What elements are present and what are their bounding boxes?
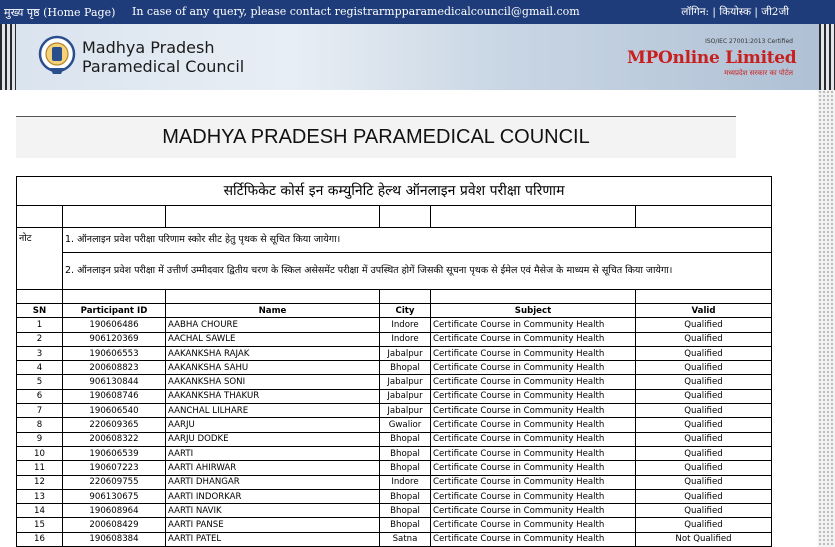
- col-header-name: Name: [166, 304, 380, 318]
- mponline-logo[interactable]: [627, 36, 797, 80]
- cell-city: Bhopal: [380, 518, 431, 532]
- table-header-row: [17, 304, 772, 318]
- cell-sn: 10: [17, 446, 63, 460]
- cell-subject: Certificate Course in Community Health: [431, 432, 636, 446]
- top-bar: [0, 0, 835, 24]
- cell-city: Indore: [380, 332, 431, 346]
- cell-subject: Certificate Course in Community Health: [431, 461, 636, 475]
- cell-participant-id: 200608429: [63, 518, 166, 532]
- iso-certification-text: ISO/IEC 27001:2013 Certified: [705, 38, 793, 45]
- table-row: [17, 404, 772, 418]
- cell-valid: Qualified: [636, 404, 772, 418]
- cell-city: Indore: [380, 318, 431, 332]
- cell-name: AARTI: [166, 446, 380, 460]
- cell-name: AANCHAL LILHARE: [166, 404, 380, 418]
- col-header-city: City: [380, 304, 431, 318]
- cell-sn: 2: [17, 332, 63, 346]
- cell-name: AACHAL SAWLE: [166, 332, 380, 346]
- table-row: [17, 504, 772, 518]
- table-row: [17, 489, 772, 503]
- cell-sn: 5: [17, 375, 63, 389]
- cell-name: AARJU DODKE: [166, 432, 380, 446]
- cell-participant-id: 220609365: [63, 418, 166, 432]
- cell-name: AAKANKSHA SAHU: [166, 361, 380, 375]
- cell-name: AARTI DHANGAR: [166, 475, 380, 489]
- cell-sn: 8: [17, 418, 63, 432]
- cell-sn: 7: [17, 404, 63, 418]
- cell-subject: Certificate Course in Community Health: [431, 418, 636, 432]
- cell-city: Bhopal: [380, 361, 431, 375]
- cell-participant-id: 190608964: [63, 504, 166, 518]
- cell-city: Bhopal: [380, 504, 431, 518]
- cell-subject: Certificate Course in Community Health: [431, 489, 636, 503]
- results-caption: सर्टिफिकेट कोर्स इन कम्युनिटि हेल्थ ऑनलाइन प्रवेश परीक्षा परिणाम: [17, 177, 772, 206]
- cell-participant-id: 200608823: [63, 361, 166, 375]
- cell-participant-id: 906120369: [63, 332, 166, 346]
- table-row: [17, 318, 772, 332]
- cell-city: Indore: [380, 475, 431, 489]
- table-row: [17, 361, 772, 375]
- cell-valid: Qualified: [636, 418, 772, 432]
- cell-participant-id: 190606553: [63, 346, 166, 360]
- cell-valid: Qualified: [636, 489, 772, 503]
- cell-name: AARTI AHIRWAR: [166, 461, 380, 475]
- cell-participant-id: 190608384: [63, 532, 166, 546]
- table-row: [17, 461, 772, 475]
- cell-sn: 14: [17, 504, 63, 518]
- login-link[interactable]: लॉगिन:: [681, 6, 710, 18]
- cell-city: Jabalpur: [380, 346, 431, 360]
- cell-subject: Certificate Course in Community Health: [431, 404, 636, 418]
- cell-valid: Qualified: [636, 332, 772, 346]
- cell-sn: 13: [17, 489, 63, 503]
- cell-participant-id: 190608746: [63, 389, 166, 403]
- home-page-link[interactable]: मुख्य पृष्ठ (Home Page): [4, 6, 116, 19]
- cell-sn: 11: [17, 461, 63, 475]
- cell-name: AAKANKSHA RAJAK: [166, 346, 380, 360]
- note-1: 1. ऑनलाइन प्रवेश परीक्षा परिणाम स्कोर सीट हेतु पृथक से सूचित किया जायेगा।: [63, 228, 772, 253]
- note-label: नोट: [17, 228, 63, 290]
- cell-valid: Qualified: [636, 475, 772, 489]
- cell-name: AAKANKSHA THAKUR: [166, 389, 380, 403]
- council-name[interactable]: [82, 38, 244, 76]
- table-row: [17, 446, 772, 460]
- cell-city: Bhopal: [380, 432, 431, 446]
- cell-sn: 4: [17, 361, 63, 375]
- vertical-scrollbar[interactable]: [818, 90, 835, 547]
- council-name-line2: Paramedical Council: [82, 57, 245, 76]
- cell-valid: Qualified: [636, 318, 772, 332]
- cell-city: Jabalpur: [380, 375, 431, 389]
- cell-valid: Qualified: [636, 504, 772, 518]
- table-row: [17, 518, 772, 532]
- col-header-participant-id: Participant ID: [63, 304, 166, 318]
- cell-subject: Certificate Course in Community Health: [431, 475, 636, 489]
- cell-valid: Qualified: [636, 461, 772, 475]
- table-row: [17, 389, 772, 403]
- cell-name: AARTI PATEL: [166, 532, 380, 546]
- cell-subject: Certificate Course in Community Health: [431, 346, 636, 360]
- table-row: [17, 475, 772, 489]
- cell-subject: Certificate Course in Community Health: [431, 375, 636, 389]
- cell-participant-id: 190606539: [63, 446, 166, 460]
- cell-participant-id: 190606486: [63, 318, 166, 332]
- cell-sn: 1: [17, 318, 63, 332]
- council-name-line1: Madhya Pradesh: [82, 38, 215, 57]
- cell-participant-id: 906130844: [63, 375, 166, 389]
- council-emblem-icon: [38, 34, 76, 78]
- spacer-row: [17, 290, 772, 304]
- mponline-tagline: मध्यप्रदेश सरकार का पोर्टल: [724, 69, 793, 77]
- cell-name: AARTI INDORKAR: [166, 489, 380, 503]
- cell-subject: Certificate Course in Community Health: [431, 318, 636, 332]
- cell-city: Bhopal: [380, 446, 431, 460]
- table-row: [17, 332, 772, 346]
- cell-sn: 16: [17, 532, 63, 546]
- results-table: [16, 176, 772, 547]
- cell-city: Jabalpur: [380, 404, 431, 418]
- table-row: [17, 375, 772, 389]
- cell-sn: 12: [17, 475, 63, 489]
- cell-sn: 9: [17, 432, 63, 446]
- kiosk-link[interactable]: कियोस्क: [719, 6, 752, 18]
- cell-valid: Qualified: [636, 361, 772, 375]
- cell-valid: Qualified: [636, 346, 772, 360]
- cell-city: Satna: [380, 532, 431, 546]
- col-header-sn: SN: [17, 304, 63, 318]
- cell-subject: Certificate Course in Community Health: [431, 504, 636, 518]
- table-row: [17, 346, 772, 360]
- table-row: [17, 418, 772, 432]
- cell-sn: 6: [17, 389, 63, 403]
- link-separator: |: [712, 6, 716, 18]
- note-2: 2. ऑनलाइन प्रवेश परीक्षा में उत्तीर्ण उम्मीदवार द्वितीय चरण के स्किल असेसमेंट परीक्षा में उपस्थित होगें जिसकी सूचना पृथक से ईमेल एवं मैसेज के माध्यम से सूचित किया जायेगा।: [63, 253, 772, 290]
- cell-name: AABHA CHOURE: [166, 318, 380, 332]
- blank-row: [17, 206, 772, 228]
- cell-sn: 15: [17, 518, 63, 532]
- cell-valid: Not Qualified: [636, 532, 772, 546]
- cell-subject: Certificate Course in Community Health: [431, 332, 636, 346]
- decorative-stripe-left: [0, 24, 16, 90]
- cell-city: Bhopal: [380, 489, 431, 503]
- cell-subject: Certificate Course in Community Health: [431, 446, 636, 460]
- cell-name: AARJU: [166, 418, 380, 432]
- cell-city: Gwalior: [380, 418, 431, 432]
- cell-name: AARTI NAVIK: [166, 504, 380, 518]
- contact-query-text: In case of any query, please contact registrarmpparamedicalcouncil@gmail.com: [132, 5, 580, 18]
- cell-valid: Qualified: [636, 518, 772, 532]
- cell-participant-id: 190607223: [63, 461, 166, 475]
- cell-valid: Qualified: [636, 446, 772, 460]
- cell-subject: Certificate Course in Community Health: [431, 518, 636, 532]
- cell-valid: Qualified: [636, 389, 772, 403]
- cell-city: Bhopal: [380, 461, 431, 475]
- result-rows: [17, 318, 772, 547]
- cell-city: Jabalpur: [380, 389, 431, 403]
- top-links: [681, 5, 789, 19]
- cell-name: AAKANKSHA SONI: [166, 375, 380, 389]
- table-row: [17, 432, 772, 446]
- cell-valid: Qualified: [636, 375, 772, 389]
- cell-subject: Certificate Course in Community Health: [431, 532, 636, 546]
- title-panel: [16, 116, 736, 158]
- cell-subject: Certificate Course in Community Health: [431, 389, 636, 403]
- g2g-link[interactable]: जी2जी: [761, 6, 789, 18]
- cell-participant-id: 220609755: [63, 475, 166, 489]
- mponline-wordmark: MPOnline Limited: [627, 48, 797, 68]
- col-header-valid: Valid: [636, 304, 772, 318]
- cell-name: AARTI PANSE: [166, 518, 380, 532]
- col-header-subject: Subject: [431, 304, 636, 318]
- cell-participant-id: 200608322: [63, 432, 166, 446]
- cell-participant-id: 190606540: [63, 404, 166, 418]
- cell-valid: Qualified: [636, 432, 772, 446]
- cell-participant-id: 906130675: [63, 489, 166, 503]
- page-title: MADHYA PRADESH PARAMEDICAL COUNCIL: [162, 126, 590, 148]
- cell-subject: Certificate Course in Community Health: [431, 361, 636, 375]
- cell-sn: 3: [17, 346, 63, 360]
- link-separator: |: [754, 6, 758, 18]
- table-row: [17, 532, 772, 546]
- header-banner: [0, 24, 835, 90]
- decorative-stripe-right: [819, 24, 835, 90]
